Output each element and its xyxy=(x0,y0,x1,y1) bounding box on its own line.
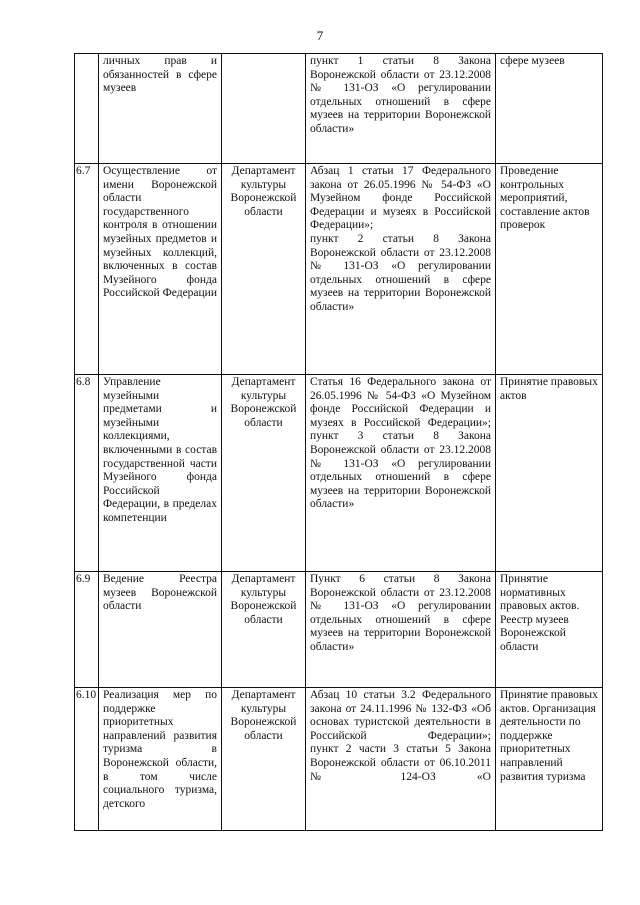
function-name: Реализация мер по поддержке приоритетных направлений развития туризма в Воронежской области, в том числе социального туризма, детского xyxy=(99,688,222,831)
function-name: Осуществление от имени Воронежской области государственного контроля в отношении музейных предметов и музейных коллекций, включенных в состав Музейного фонда Российской Федерации xyxy=(99,164,222,375)
legal-basis xyxy=(306,375,496,572)
result: Принятие нормативных правовых актов. Реестр музеев Воронежской области xyxy=(496,572,603,688)
function-name: Ведение Реестра музеев Воронежской области xyxy=(99,572,222,688)
row-number: 6.7 xyxy=(75,164,99,375)
result: Проведение контрольных мероприятий, составление актов проверок xyxy=(496,164,603,375)
function-name: личных прав и обязанностей в сфере музеев xyxy=(99,54,222,164)
legal-basis-clause: Статья 16 Федерального закона от 26.05.1996 № 54-ФЗ «О Музейном фонде Российской Федерации и музеях в Российской Федерации»; xyxy=(310,376,491,429)
department: Департамент культуры Воронежской области xyxy=(222,164,306,375)
legal-basis xyxy=(306,572,496,688)
legal-basis-clause: пункт 1 статьи 8 Закона Воронежской области от 23.12.2008 № 131-ОЗ «О регулировании отдельных отношений в сфере музеев на территории Воронежской области» xyxy=(310,55,491,135)
department: Департамент культуры Воронежской области xyxy=(222,375,306,572)
legal-basis-clause: пункт 2 части 3 статьи 5 Закона Воронежской области от 06.10.2011 № 124-ОЗ «О xyxy=(310,743,491,783)
table-row xyxy=(75,164,603,375)
result: Принятие правовых актов xyxy=(496,375,603,572)
result: Принятие правовых актов. Организация деятельности по поддержке приоритетных направлений развития туризма xyxy=(496,688,603,831)
legal-basis xyxy=(306,164,496,375)
legal-basis-clause: Абзац 1 статьи 17 Федерального закона от 26.05.1996 № 54-ФЗ «О Музейном фонде Российской Федерации и музеях в Российской Федерации»; xyxy=(310,165,491,232)
legal-basis xyxy=(306,688,496,831)
function-name: Управление музейными предметами и музейными коллекциями, включенными в состав государственной части Музейного фонда Российской Федерации, в пределах компетенции xyxy=(99,375,222,572)
legal-basis-clause: Абзац 10 статьи 3.2 Федерального закона от 24.11.1996 № 132-ФЗ «Об основах туристской деятельности в Российской Федерации»; xyxy=(310,689,491,742)
table-row xyxy=(75,54,603,164)
page-number: 7 xyxy=(316,28,324,43)
legal-basis-clause: пункт 3 статьи 8 Закона Воронежской области от 23.12.2008 № 131-ОЗ «О регулировании отдельных отношений в сфере музеев на территории Воронежской области» xyxy=(310,430,491,511)
department xyxy=(222,54,306,164)
result: сфере музеев xyxy=(496,54,603,164)
row-number: 6.10 xyxy=(75,688,99,831)
department: Департамент культуры Воронежской области xyxy=(222,688,306,831)
functions-table xyxy=(74,53,603,831)
row-number: 6.9 xyxy=(75,572,99,688)
row-number: 6.8 xyxy=(75,375,99,572)
table-row xyxy=(75,572,603,688)
legal-basis xyxy=(306,54,496,164)
table-row xyxy=(75,688,603,831)
department: Департамент культуры Воронежской области xyxy=(222,572,306,688)
legal-basis-clause: Пункт 6 статьи 8 Закона Воронежской области от 23.12.2008 № 131-ОЗ «О регулировании отдельных отношений в сфере музеев на территории Воронежской области» xyxy=(310,573,491,653)
row-number xyxy=(75,54,99,164)
table-row xyxy=(75,375,603,572)
legal-basis-clause: пункт 2 статьи 8 Закона Воронежской области от 23.12.2008 № 131-ОЗ «О регулировании отдельных отношений в сфере музеев на территории Воронежской области» xyxy=(310,232,491,313)
